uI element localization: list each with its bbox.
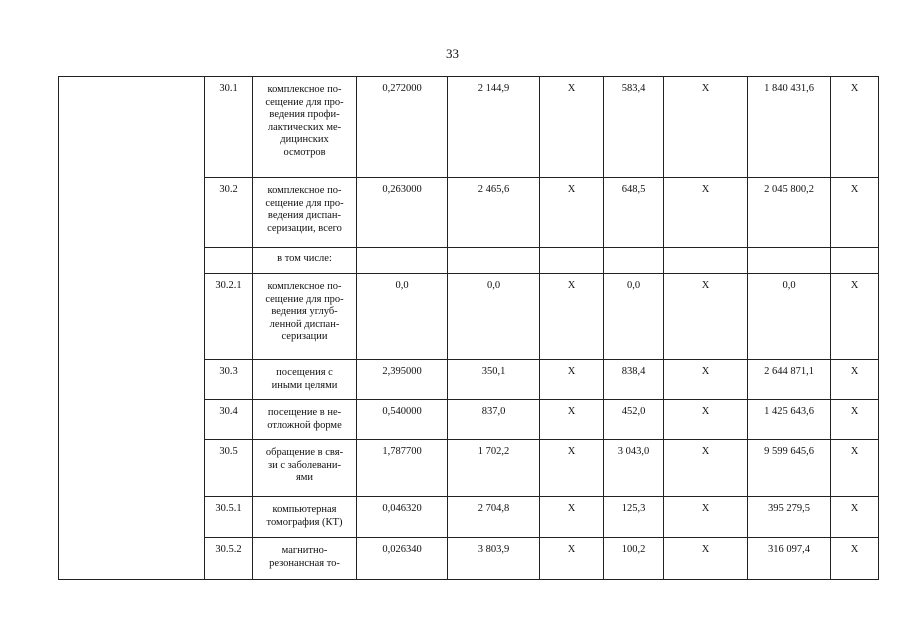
funding-cell-c: Х	[664, 497, 748, 538]
service-name-cell: посещения с иными целями	[253, 360, 357, 400]
cost-per-unit-cell	[448, 248, 540, 274]
standard-volume-cell: 0,540000	[357, 400, 448, 440]
funding-cell-b: 583,4	[604, 77, 664, 178]
total-cost-cell	[748, 248, 831, 274]
funding-cell-d: Х	[831, 497, 879, 538]
row-number-cell: 30.2	[205, 178, 253, 248]
total-cost-cell: 316 097,4	[748, 538, 831, 580]
funding-cell-c	[664, 248, 748, 274]
funding-cell-a: Х	[540, 274, 604, 360]
funding-cell-d: Х	[831, 274, 879, 360]
funding-cell-b: 838,4	[604, 360, 664, 400]
cost-per-unit-cell: 837,0	[448, 400, 540, 440]
funding-cell-c: Х	[664, 400, 748, 440]
standard-volume-cell: 0,263000	[357, 178, 448, 248]
service-name-cell: компьютерная томография (КТ)	[253, 497, 357, 538]
row-number-cell: 30.5.1	[205, 497, 253, 538]
row-number-cell: 30.5	[205, 440, 253, 497]
funding-cell-b: 648,5	[604, 178, 664, 248]
funding-cell-d: Х	[831, 440, 879, 497]
funding-cell-a: Х	[540, 440, 604, 497]
funding-cell-d	[831, 248, 879, 274]
cost-per-unit-cell: 3 803,9	[448, 538, 540, 580]
row-number-cell: 30.1	[205, 77, 253, 178]
service-name-cell: посещение в не- отложной форме	[253, 400, 357, 440]
cost-per-unit-cell: 2 144,9	[448, 77, 540, 178]
funding-cell-b: 125,3	[604, 497, 664, 538]
total-cost-cell: 2 644 871,1	[748, 360, 831, 400]
funding-cell-b: 0,0	[604, 274, 664, 360]
service-name-cell: комплексное по- сещение для про- ведения профи- лактических ме- дицинских осмотров	[253, 77, 357, 178]
funding-cell-b: 3 043,0	[604, 440, 664, 497]
funding-cell-d: Х	[831, 360, 879, 400]
row-number-cell	[205, 248, 253, 274]
standard-volume-cell: 2,395000	[357, 360, 448, 400]
service-name-cell: в том числе:	[253, 248, 357, 274]
funding-cell-b	[604, 248, 664, 274]
standard-volume-cell: 1,787700	[357, 440, 448, 497]
total-cost-cell: 395 279,5	[748, 497, 831, 538]
funding-cell-c: Х	[664, 538, 748, 580]
funding-cell-a: Х	[540, 538, 604, 580]
funding-cell-d: Х	[831, 538, 879, 580]
funding-cell-c: Х	[664, 360, 748, 400]
service-name-cell: комплексное по- сещение для про- ведения диспан- серизации, всего	[253, 178, 357, 248]
table-body	[59, 77, 879, 580]
funding-cell-a: Х	[540, 497, 604, 538]
funding-cell-a: Х	[540, 77, 604, 178]
row-number-cell: 30.5.2	[205, 538, 253, 580]
standard-volume-cell: 0,0	[357, 274, 448, 360]
funding-cell-a: Х	[540, 360, 604, 400]
data-table	[58, 76, 879, 580]
funding-cell-c: Х	[664, 440, 748, 497]
cost-per-unit-cell: 2 465,6	[448, 178, 540, 248]
standard-volume-cell: 0,046320	[357, 497, 448, 538]
funding-cell-d: Х	[831, 400, 879, 440]
total-cost-cell: 1 425 643,6	[748, 400, 831, 440]
standard-volume-cell: 0,272000	[357, 77, 448, 178]
standard-volume-cell	[357, 248, 448, 274]
total-cost-cell: 0,0	[748, 274, 831, 360]
funding-cell-c: Х	[664, 77, 748, 178]
funding-cell-b: 100,2	[604, 538, 664, 580]
cost-per-unit-cell: 0,0	[448, 274, 540, 360]
funding-cell-b: 452,0	[604, 400, 664, 440]
cost-per-unit-cell: 2 704,8	[448, 497, 540, 538]
service-name-cell: комплексное по- сещение для про- ведения углуб- ленной диспан- серизации	[253, 274, 357, 360]
row-number-cell: 30.2.1	[205, 274, 253, 360]
standard-volume-cell: 0,026340	[357, 538, 448, 580]
total-cost-cell: 2 045 800,2	[748, 178, 831, 248]
cost-per-unit-cell: 1 702,2	[448, 440, 540, 497]
table-row	[59, 77, 879, 178]
funding-cell-a: Х	[540, 400, 604, 440]
funding-cell-d: Х	[831, 77, 879, 178]
funding-cell-c: Х	[664, 178, 748, 248]
row-number-cell: 30.4	[205, 400, 253, 440]
row-number-cell: 30.3	[205, 360, 253, 400]
funding-cell-d: Х	[831, 178, 879, 248]
funding-cell-c: Х	[664, 274, 748, 360]
service-name-cell: обращение в свя- зи с заболевани- ями	[253, 440, 357, 497]
service-name-cell: магнитно- резонансная то-	[253, 538, 357, 580]
page-number: 33	[446, 46, 459, 61]
funding-cell-a: Х	[540, 178, 604, 248]
total-cost-cell: 9 599 645,6	[748, 440, 831, 497]
blank-first-column-cell	[59, 77, 205, 580]
total-cost-cell: 1 840 431,6	[748, 77, 831, 178]
funding-cell-a	[540, 248, 604, 274]
cost-per-unit-cell: 350,1	[448, 360, 540, 400]
